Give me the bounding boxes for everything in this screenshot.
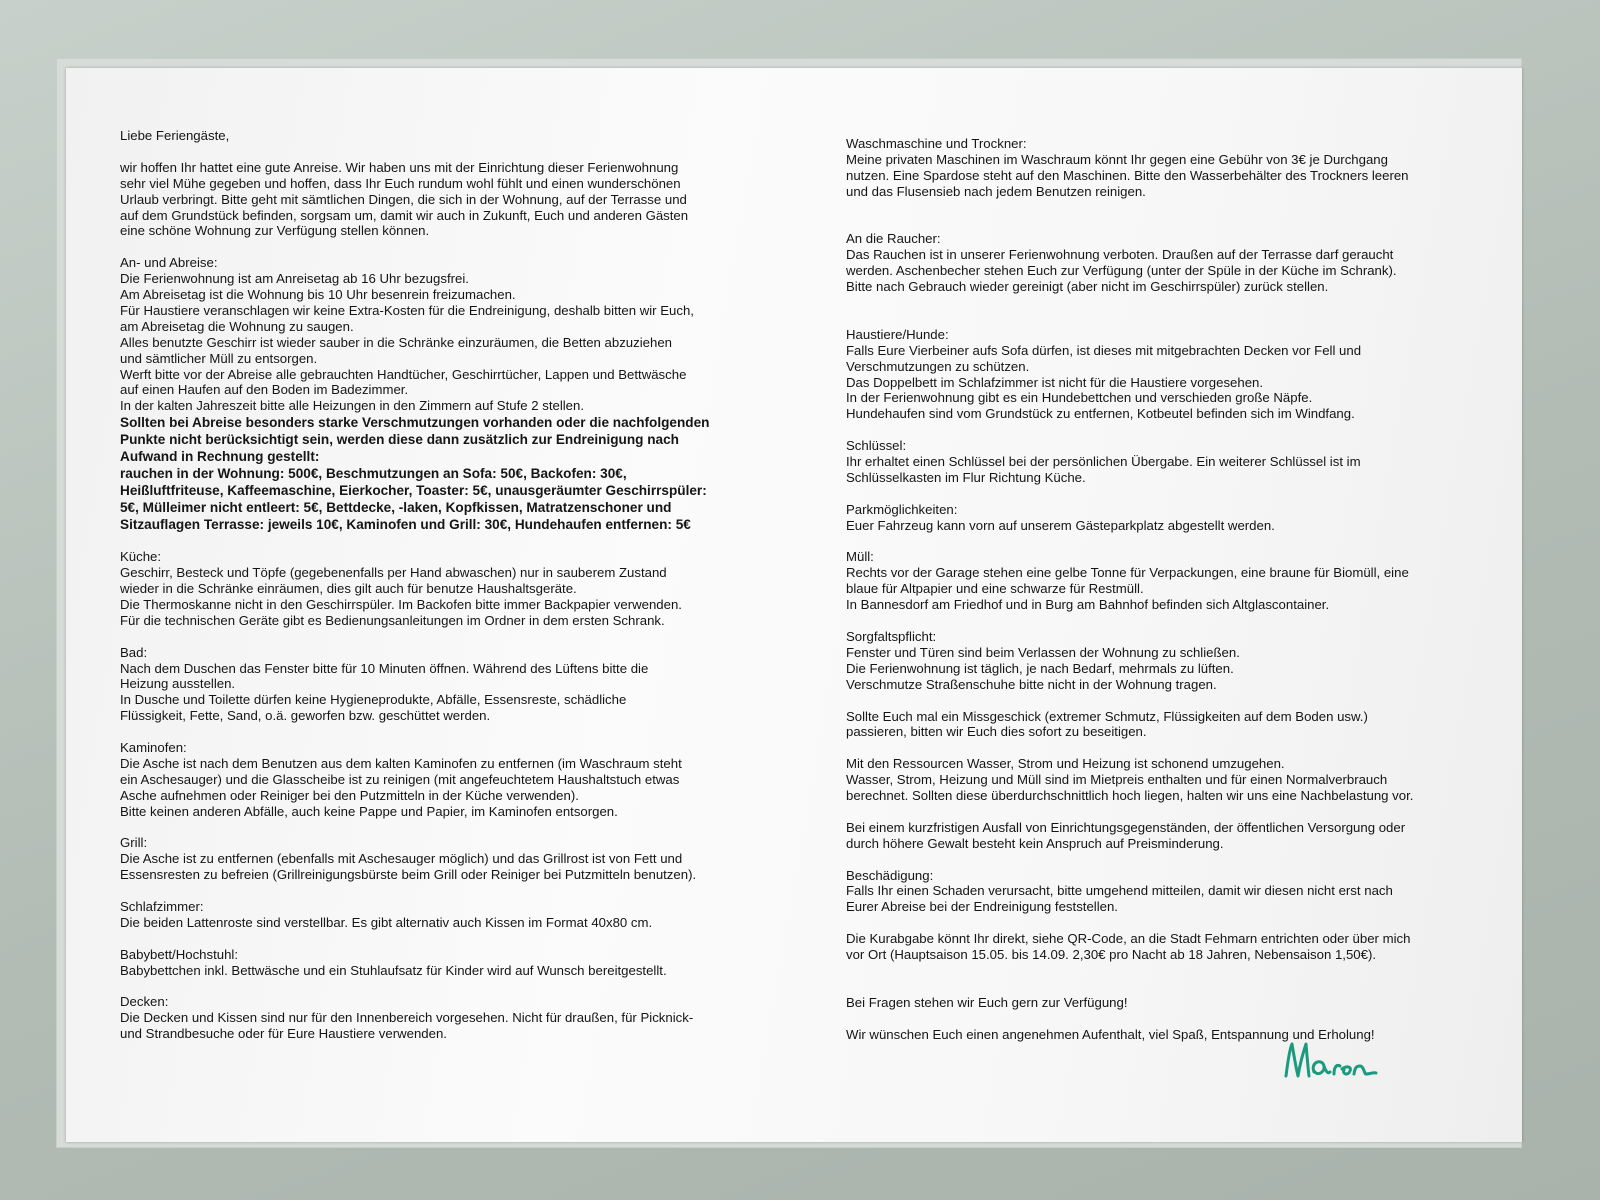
text-line: Die Decken und Kissen sind nur für den Innenbereich vorgesehen. Nicht für draußen, für Picknick-: [120, 1010, 694, 1026]
text-line: Das Rauchen ist in unserer Ferienwohnung verboten. Draußen auf der Terrasse darf geraucht: [846, 247, 1394, 263]
text-line: In Bannesdorf am Friedhof und in Burg am Bahnhof befinden sich Altglascontainer.: [846, 597, 1330, 613]
text-line: In der Ferienwohnung gibt es ein Hundebettchen und verschieden große Näpfe.: [846, 390, 1313, 406]
section-heading: An- und Abreise:: [120, 255, 218, 271]
text-line: Rechts vor der Garage stehen eine gelbe Tonne für Verpackungen, eine braune für Biomüll, eine: [846, 565, 1409, 581]
text-line: Heizung ausstellen.: [120, 676, 236, 692]
section-heading: Beschädigung:: [846, 867, 934, 883]
text-line: blaue für Altpapier und eine schwarze für Restmüll.: [846, 581, 1144, 597]
handwritten-signature: [1282, 1036, 1412, 1086]
section-heading: Kaminofen:: [120, 740, 187, 756]
text-line: Die Ferienwohnung ist täglich, je nach Bedarf, mehrmals zu lüften.: [846, 660, 1234, 676]
fee-line: Heißluftfriteuse, Kaffeemaschine, Eierkocher, Toaster: 5€, unausgeräumter Geschirrspüler:: [120, 483, 707, 499]
fee-line: Aufwand in Rechnung gestellt:: [120, 449, 320, 465]
text-line: Verschmutze Straßenschuhe bitte nicht in der Wohnung tragen.: [846, 676, 1217, 692]
intro-line: sehr viel Mühe gegeben und hoffen, dass Ihr Euch rundum wohl fühlt und einen wunderschönen: [120, 175, 681, 191]
section-heading: Müll:: [846, 549, 874, 565]
section-heading: Grill:: [120, 835, 148, 851]
text-line: In der kalten Jahreszeit bitte alle Heizungen in den Zimmern auf Stufe 2 stellen.: [120, 398, 585, 414]
section-schlafzimmer: [120, 899, 780, 931]
section-heading: An die Raucher:: [846, 231, 941, 247]
text-line: Eurer Abreise bei der Endreinigung feststellen.: [846, 899, 1118, 915]
text-line: ein Aschesauger) und die Glasscheibe ist zu reinigen (mit angefeuchtetem Haushaltstuch etwas: [120, 771, 680, 787]
text-line: durch höhere Gewalt besteht kein Anspruch auf Preisminderung.: [846, 835, 1224, 851]
section-schluessel: [846, 438, 1486, 486]
text-line: berechnet. Sollten diese überdurchschnittlich hoch liegen, halten wir uns eine Nachbelastung vor.: [846, 788, 1414, 804]
paragraph-ausfall: [846, 820, 1486, 852]
text-line: Ihr erhaltet einen Schlüssel bei der persönlichen Übergabe. Ein weiterer Schlüssel ist im: [846, 454, 1361, 470]
section-beschaedigung: [846, 868, 1486, 916]
text-line: Die beiden Lattenroste sind verstellbar. Es gibt alternativ auch Kissen im Format 40x80 cm.: [120, 914, 653, 930]
section-heading: Haustiere/Hunde:: [846, 326, 949, 342]
text-line: Nach dem Duschen das Fenster bitte für 10 Minuten öffnen. Während des Lüftens bitte die: [120, 660, 649, 676]
section-heading: Bad:: [120, 644, 148, 660]
closing-wishes: Wir wünschen Euch einen angenehmen Aufenthalt, viel Spaß, Entspannung und Erholung!: [846, 1026, 1375, 1042]
text-line: Die Asche ist nach dem Benutzen aus dem kalten Kaminofen zu entfernen (im Waschraum steht: [120, 755, 682, 771]
right-column: [846, 136, 1486, 1042]
intro-line: wir hoffen Ihr hattet eine gute Anreise. Wir haben uns mit der Einrichtung dieser Ferienwohnung: [120, 159, 679, 175]
fee-line: 5€, Mülleimer nicht entleert: 5€, Bettdecke, -laken, Kopfkissen, Matratzenschoner und: [120, 500, 672, 516]
text-line: Babybettchen inkl. Bettwäsche und ein Stuhlaufsatz für Kinder wird auf Wunsch bereitgestellt.: [120, 962, 667, 978]
section-waschmaschine: [846, 136, 1486, 200]
text-line: und das Flusensieb nach jedem Benutzen reinigen.: [846, 183, 1146, 199]
text-line: wieder in die Schränke einräumen, dies gilt auch für benutze Haushaltsgeräte.: [120, 580, 577, 596]
text-line: Asche aufnehmen oder Reiniger bei den Putzmitteln in der Küche verwenden).: [120, 787, 579, 803]
paragraph-missgeschick: [846, 709, 1486, 741]
section-haustiere: [846, 327, 1486, 422]
salutation: Liebe Feriengäste,: [120, 128, 230, 143]
section-anreise: [120, 255, 780, 533]
section-kueche: [120, 549, 780, 629]
section-heading: Waschmaschine und Trockner:: [846, 136, 1027, 151]
text-line: Alles benutzte Geschirr ist wieder sauber in die Schränke einzuräumen, die Betten abzuziehen: [120, 334, 672, 350]
text-line: Für Haustiere veranschlagen wir keine Extra-Kosten für die Endreinigung, deshalb bitten wir Euch,: [120, 302, 694, 318]
text-line: werden. Aschenbecher stehen Euch zur Verfügung (unter der Spüle in der Küche im Schrank).: [846, 263, 1397, 279]
text-line: Sollte Euch mal ein Missgeschick (extremer Schmutz, Flüssigkeiten auf dem Boden usw.): [846, 708, 1368, 724]
text-line: am Abreisetag die Wohnung zu saugen.: [120, 318, 354, 334]
section-muell: [846, 549, 1486, 613]
text-line: Verschmutzungen zu schützen.: [846, 358, 1030, 374]
intro-line: eine schöne Wohnung zur Verfügung stellen können.: [120, 223, 430, 239]
intro-paragraph: [120, 160, 780, 240]
text-line: Das Doppelbett im Schlafzimmer ist nicht für die Haustiere vorgesehen.: [846, 374, 1264, 390]
section-decken: [120, 994, 780, 1042]
text-line: Die Asche ist zu entfernen (ebenfalls mit Aschesauger möglich) und das Grillrost ist von Fett und: [120, 851, 683, 867]
paragraph-ressourcen: [846, 756, 1486, 804]
section-sorgfalt: [846, 629, 1486, 693]
text-line: Wasser, Strom, Heizung und Müll sind im Mietpreis enthalten und für einen Normalverbrauch: [846, 772, 1388, 788]
section-heading: Sorgfaltspflicht:: [846, 629, 937, 644]
section-raucher: [846, 231, 1486, 295]
intro-line: Urlaub verbringt. Bitte geht mit sämtlichen Dingen, die sich in der Wohnung, auf der Terrasse und: [120, 191, 687, 207]
section-grill: [120, 835, 780, 883]
text-line: Bitte nach Gebrauch wieder gereinigt (aber nicht im Geschirrspüler) zurück stellen.: [846, 279, 1329, 295]
text-line: Bitte keinen anderen Abfälle, auch keine Pappe und Papier, im Kaminofen entsorgen.: [120, 803, 618, 819]
section-heading: Schlafzimmer:: [120, 899, 204, 915]
text-line: Falls Eure Vierbeiner aufs Sofa dürfen, ist dieses mit mitgebrachten Decken vor Fell und: [846, 342, 1362, 358]
text-line: Werft bitte vor der Abreise alle gebrauchten Handtücher, Geschirrtücher, Lappen und Bettwäsche: [120, 366, 687, 382]
text-line: Falls Ihr einen Schaden verursacht, bitte umgehend mitteilen, damit wir diesen nicht erst nach: [846, 883, 1393, 899]
text-line: Hundehaufen sind vom Grundstück zu entfernen, Kotbeutel befinden sich im Windfang.: [846, 406, 1355, 422]
text-line: Flüssigkeit, Fette, Sand, o.ä. geworfen bzw. geschüttet werden.: [120, 708, 491, 724]
text-line: In Dusche und Toilette dürfen keine Hygieneprodukte, Abfälle, Essensreste, schädliche: [120, 692, 627, 708]
text-line: Euer Fahrzeug kann vorn auf unserem Gästeparkplatz abgestellt werden.: [846, 517, 1275, 533]
left-column: [120, 128, 780, 1042]
section-kaminofen: [120, 740, 780, 820]
text-line: passieren, bitten wir Euch dies sofort zu beseitigen.: [846, 724, 1147, 740]
text-line: Meine privaten Maschinen im Waschraum könnt Ihr gegen eine Gebühr von 3€ je Durchgang: [846, 151, 1388, 167]
section-heading: Schlüssel:: [846, 438, 907, 454]
fee-line: Punkte nicht berücksichtigt sein, werden diese dann zusätzlich zur Endreinigung nach: [120, 432, 679, 448]
text-line: und Strandbesuche oder für Eure Haustiere verwenden.: [120, 1026, 447, 1042]
section-heading: Decken:: [120, 994, 169, 1010]
text-line: Schlüsselkasten im Flur Richtung Küche.: [846, 469, 1086, 485]
text-line: vor Ort (Hauptsaison 15.05. bis 14.09. 2,30€ pro Nacht ab 18 Jahren, Nebensaison 1,50€).: [846, 947, 1377, 963]
text-line: auf einen Haufen auf den Boden im Badezimmer.: [120, 382, 409, 398]
text-line: Die Thermoskanne nicht in den Geschirrspüler. Im Backofen bitte immer Backpapier verwenden.: [120, 596, 682, 612]
text-line: Die Kurabgabe könnt Ihr direkt, siehe QR-Code, an die Stadt Fehmarn entrichten oder über mich: [846, 931, 1411, 947]
fee-line: rauchen in der Wohnung: 500€, Beschmutzungen an Sofa: 50€, Backofen: 30€,: [120, 466, 627, 482]
paragraph-kurabgabe: [846, 931, 1486, 963]
text-line: Geschirr, Besteck und Töpfe (gegebenenfalls per Hand abwaschen) nur in sauberem Zustand: [120, 565, 667, 581]
section-heading: Babybett/Hochstuhl:: [120, 946, 239, 962]
fee-line: Sollten bei Abreise besonders starke Verschmutzungen vorhanden oder die nachfolgenden: [120, 415, 710, 431]
text-line: Fenster und Türen sind beim Verlassen der Wohnung zu schließen.: [846, 644, 1240, 660]
section-babybett: [120, 947, 780, 979]
text-line: Mit den Ressourcen Wasser, Strom und Heizung ist schonend umzugehen.: [846, 756, 1285, 772]
section-heading: Parkmöglichkeiten:: [846, 501, 958, 517]
text-line: Für die technischen Geräte gibt es Bedienungsanleitungen im Ordner in dem ersten Schrank.: [120, 612, 665, 628]
text-line: Bei einem kurzfristigen Ausfall von Einrichtungsgegenständen, der öffentlichen Versorgung oder: [846, 819, 1406, 835]
text-line: Die Ferienwohnung ist am Anreisetag ab 16 Uhr bezugsfrei.: [120, 271, 469, 287]
text-line: nutzen. Eine Spardose steht auf den Maschinen. Bitte den Wasserbehälter des Trockners leeren: [846, 167, 1409, 183]
intro-line: auf dem Grundstück befinden, sorgsam um, damit wir auch in Zukunft, Euch und anderen Gästen: [120, 207, 689, 223]
section-heading: Küche:: [120, 549, 162, 565]
closing-questions: Bei Fragen stehen wir Euch gern zur Verfügung!: [846, 994, 1128, 1010]
text-line: und sämtlicher Müll zu entsorgen.: [120, 350, 318, 366]
section-bad: [120, 645, 780, 725]
fee-line: Sitzauflagen Terrasse: jeweils 10€, Kaminofen und Grill: 30€, Hundehaufen entfernen: 5€: [120, 517, 691, 533]
text-line: Essensresten zu befreien (Grillreinigungsbürste beim Grill oder Reiniger bei Putzmitteln benutzen).: [120, 867, 697, 883]
section-parken: [846, 502, 1486, 534]
text-line: Am Abreisetag ist die Wohnung bis 10 Uhr besenrein freizumachen.: [120, 287, 516, 303]
